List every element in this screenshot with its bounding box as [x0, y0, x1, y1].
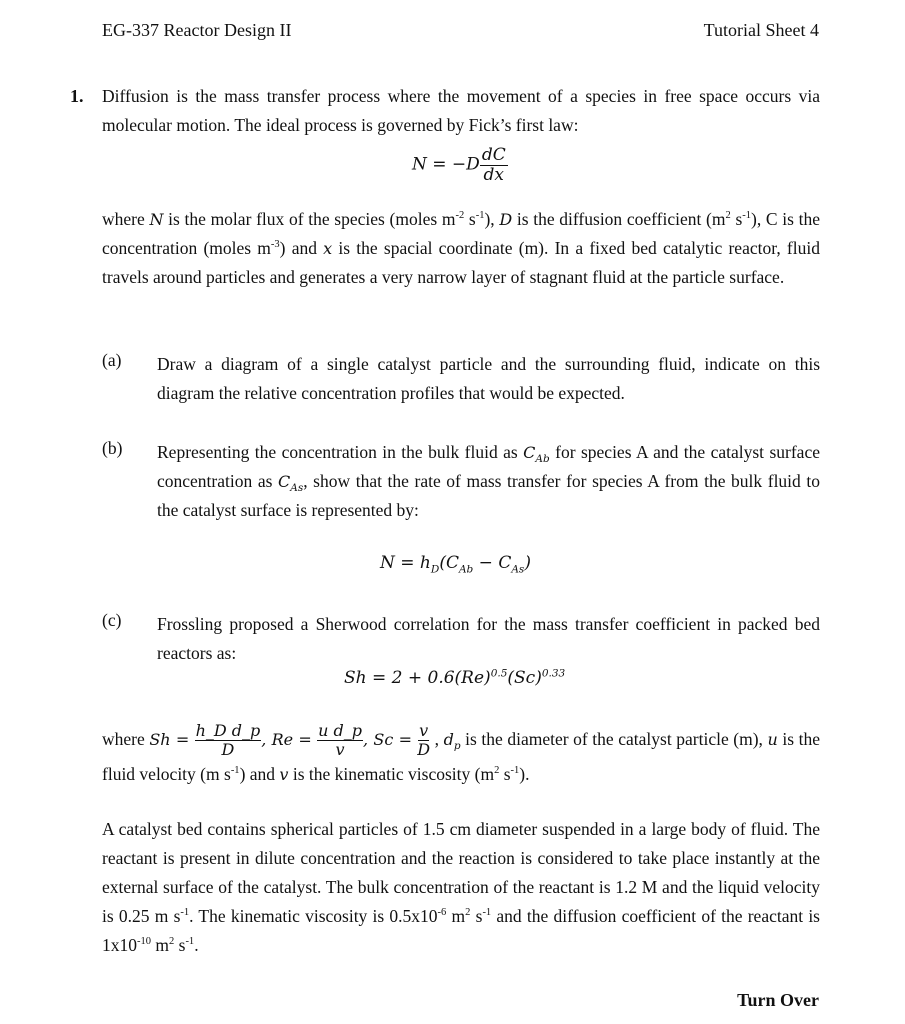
symbol-D: D [499, 210, 513, 229]
exponent: 2 [465, 907, 471, 919]
exponent: 2 [725, 210, 731, 222]
part-c-text: Frossling proposed a Sherwood correlation for the mass transfer coefficient in packed bed reactors as: [157, 614, 820, 663]
text-run: is the diameter of the catalyst particle (m), [460, 728, 768, 749]
part-a-label: (a) [102, 350, 122, 370]
text-run: Representing the concentration in the bulk fluid as [157, 442, 524, 462]
text-run: is the spacial coordinate (m). In a fixed bed catalytic reactor, fluid travels around particles and generates a very narrow layer of stagnant fluid at the particle surface. [102, 238, 820, 287]
subscript: As [290, 482, 304, 495]
part-b-text [157, 438, 820, 525]
exponent: 0.33 [541, 667, 566, 680]
symbol-dp [443, 729, 461, 753]
question-number: 1. [70, 86, 84, 106]
sheet-title: Tutorial Sheet 4 [703, 20, 819, 40]
text-run: where [102, 728, 150, 749]
exponent: -1 [742, 210, 751, 222]
where-paragraph [102, 205, 820, 292]
text-run: is the kinematic viscosity (m [288, 763, 495, 784]
sh-fraction [195, 722, 262, 760]
text-run: s [174, 935, 186, 955]
text-run: , show that the rate of mass transfer for species A from the bulk fluid to the catalyst surface is represented by: [157, 471, 820, 520]
part-a-text: Draw a diagram of a single catalyst particle and the surrounding fluid, indicate on this diagram the relative concentration profiles that would be expected. [157, 354, 820, 403]
sc-denominator: D [417, 740, 431, 760]
part-c-label: (c) [102, 610, 122, 630]
definitions-paragraph [102, 722, 820, 789]
text-run: ) and [279, 238, 324, 258]
text-run: is the fluid velocity (m s [102, 728, 821, 784]
sc-numerator: v [419, 721, 429, 740]
ficks-law-equation [412, 146, 508, 184]
intro-paragraph: Diffusion is the mass transfer process where the movement of a species in free space occurs via molecular motion. The ideal process is governed by Fick’s first law: [102, 86, 820, 135]
subscript: p [453, 740, 461, 753]
symbol-C-As [277, 472, 304, 495]
subscript: D [430, 563, 440, 576]
exponent: -6 [437, 907, 447, 919]
exponent: 2 [494, 764, 500, 776]
symbol-Sh: Sh = [149, 729, 195, 749]
ficks-denominator: dx [483, 164, 504, 185]
symbol-d: d [443, 729, 454, 749]
sh-numerator: h_D d_p [195, 721, 261, 740]
symbol-C-Ab [523, 443, 550, 466]
symbol-v: v [279, 764, 289, 784]
symbol-Re: , Re = [261, 729, 318, 749]
exponent: -1 [230, 764, 240, 776]
re-numerator: u d_p [318, 721, 362, 740]
symbol-N: N [149, 210, 164, 229]
symbol-C: C [523, 443, 536, 462]
symbol-C: C [277, 472, 291, 491]
exponent: -1 [180, 907, 190, 919]
text-run: is the diffusion coefficient (m [512, 209, 726, 229]
re-fraction [317, 722, 363, 760]
text-run: ) and [239, 763, 280, 784]
text-run: . The kinematic viscosity is 0.5x10 [189, 906, 438, 926]
eq-text: N = h [380, 553, 431, 573]
text-run: s [470, 906, 483, 926]
exponent: -1 [475, 210, 485, 222]
course-title: EG-337 Reactor Design II [102, 20, 292, 40]
re-denominator: v [335, 740, 345, 760]
sc-fraction [417, 722, 430, 760]
text-run: . [194, 935, 199, 955]
exponent: -1 [185, 936, 195, 948]
text-run: s [464, 209, 476, 229]
ficks-numerator: dC [481, 145, 506, 165]
exponent: -3 [270, 239, 280, 251]
text-run: for species A and the catalyst surface concentration as [157, 442, 820, 491]
text-run: s [730, 209, 743, 229]
text-run: A catalyst bed contains spherical particles of 1.5 cm diameter suspended in a large body of fluid. The reactant is present in dilute concentration and the reaction is considered to take place instantly at the external surface of the catalyst. The bulk concentration of the reactant is 1.2 M and the liquid velocity is 0.25 m s [102, 819, 820, 926]
text-run: ). [519, 763, 530, 784]
text-run: ), C is the concentration (moles m [102, 209, 820, 258]
exponent: -10 [137, 936, 151, 948]
part-b-label: (b) [102, 438, 123, 458]
symbol-Sc: , Sc = [363, 729, 418, 749]
text-run: and the diffusion coefficient of the reactant is 1x10 [102, 906, 820, 955]
eq-text: (C [439, 553, 459, 573]
eq-text: − C [473, 553, 512, 573]
subscript: Ab [535, 453, 550, 466]
eq-text: ) [524, 553, 531, 573]
exponent: -2 [455, 210, 465, 222]
text-run: , [430, 728, 444, 749]
eq-text: (Sc) [507, 668, 542, 688]
symbol-x: x [323, 239, 333, 258]
text-run: m [446, 906, 466, 926]
text-run: where [102, 209, 150, 229]
exponent: 0.5 [490, 667, 508, 680]
subscript: As [511, 563, 525, 576]
text-run: m [151, 935, 169, 955]
ficks-lhs: N = −D [412, 154, 480, 175]
exponent: -1 [482, 907, 492, 919]
turn-over-label: Turn Over [737, 990, 819, 1010]
sh-denominator: D [221, 740, 235, 760]
subscript: Ab [458, 563, 474, 576]
text-run: ), [484, 209, 500, 229]
symbol-u: u [767, 729, 778, 749]
sherwood-equation [344, 668, 565, 688]
eq-text: Sh = 2 + 0.6(Re) [344, 668, 491, 688]
mass-transfer-equation [380, 553, 531, 576]
exponent: 2 [169, 936, 175, 948]
text-run: s [499, 763, 511, 784]
ficks-fraction [480, 146, 508, 184]
exponent: -1 [510, 764, 520, 776]
text-run: is the molar flux of the species (moles m [163, 209, 456, 229]
problem-paragraph [102, 815, 820, 960]
